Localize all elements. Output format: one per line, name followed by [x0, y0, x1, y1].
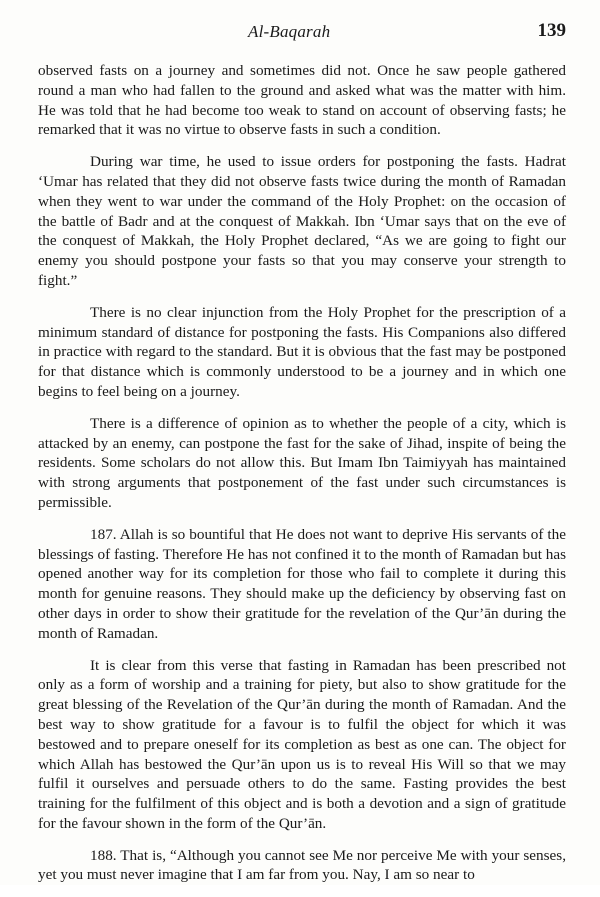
page-number: 139 [537, 20, 566, 41]
paragraph-city-attacked: There is a difference of opinion as to whether the people of a city, which is attacked by an enemy, can postpone the fast for the sake of Jihad, inspite of being the residents. Some scholars do not allow this. But Imam Ibn Taimiyyah has maintained with strong arguments that postponement of the fast under such circumstances is permissible. [38, 414, 566, 511]
paragraph-journey-distance: There is no clear injunction from the Holy Prophet for the prescription of a minimum standard of distance for postponing the fasts. His Companions also differed in practice with regard to the standard. But it is obvious that the fast may be postponed for that distance which is commonly understood to be a journey and in which one begins to feel being on a journey. [38, 303, 566, 400]
paragraph-war-time-fasting: During war time, he used to issue orders for postponing the fasts. Hadrat ‘Umar has related that they did not observe fasts twice during the month of Ramadan when they went to war under the command of the Holy Prophet: on the occasion of the battle of Badr and at the conquest of Makkah. Ibn ‘Umar says that on the eve of the conquest of Makkah, the Holy Prophet declared, “As we are going to fight our enemy you should postpone your fasts so that you may conserve your strength to fight.” [38, 153, 566, 289]
page-header [38, 22, 566, 50]
paragraph-continuation: observed fasts on a journey and sometimes did not. Once he saw people gathered round a man who had fallen to the ground and asked what was the matter with him. He was told that he had become too weak to stand on account of observing fasts; he remarked that it was no virtue to observe fasts in such a condition. [38, 62, 566, 139]
paragraph-note-188: 188. That is, “Although you cannot see Me nor perceive Me with your senses, yet you must never imagine that I am far from you. Nay, I am so near to [38, 846, 566, 884]
paragraph-gratitude: It is clear from this verse that fasting in Ramadan has been prescribed not only as a form of worship and a training for piety, but also to show gratitude for the great blessing of the Revelation of the Qur’ān during the month of Ramadan. And the best way to show gratitude for a favour is to fulfil the object for which it was bestowed and to prepare oneself for its completion as best as one can. The object for which Allah has bestowed the Qur’ān upon us is to reveal His Will so that we may fulfil it ourselves and persuade others to do the same. Fasting provides the best training for the fulfilment of this object and is both a devotion and a sign of gratitude for the favour shown in the form of the Qur’ān. [38, 656, 566, 832]
paragraph-note-187: 187. Allah is so bountiful that He does not want to deprive His servants of the blessings of fasting. Therefore He has not confined it to the month of Ramadan but has opened another way for its completion for those who fail to complete it during this month for genuine reasons. They should make up the deficiency by observing fast on other days in order to show their gratitude for the revelation of the Qur’ān during the month of Ramadan. [38, 525, 566, 642]
running-title: Al-Baqarah [248, 22, 331, 41]
body-text [38, 61, 566, 897]
